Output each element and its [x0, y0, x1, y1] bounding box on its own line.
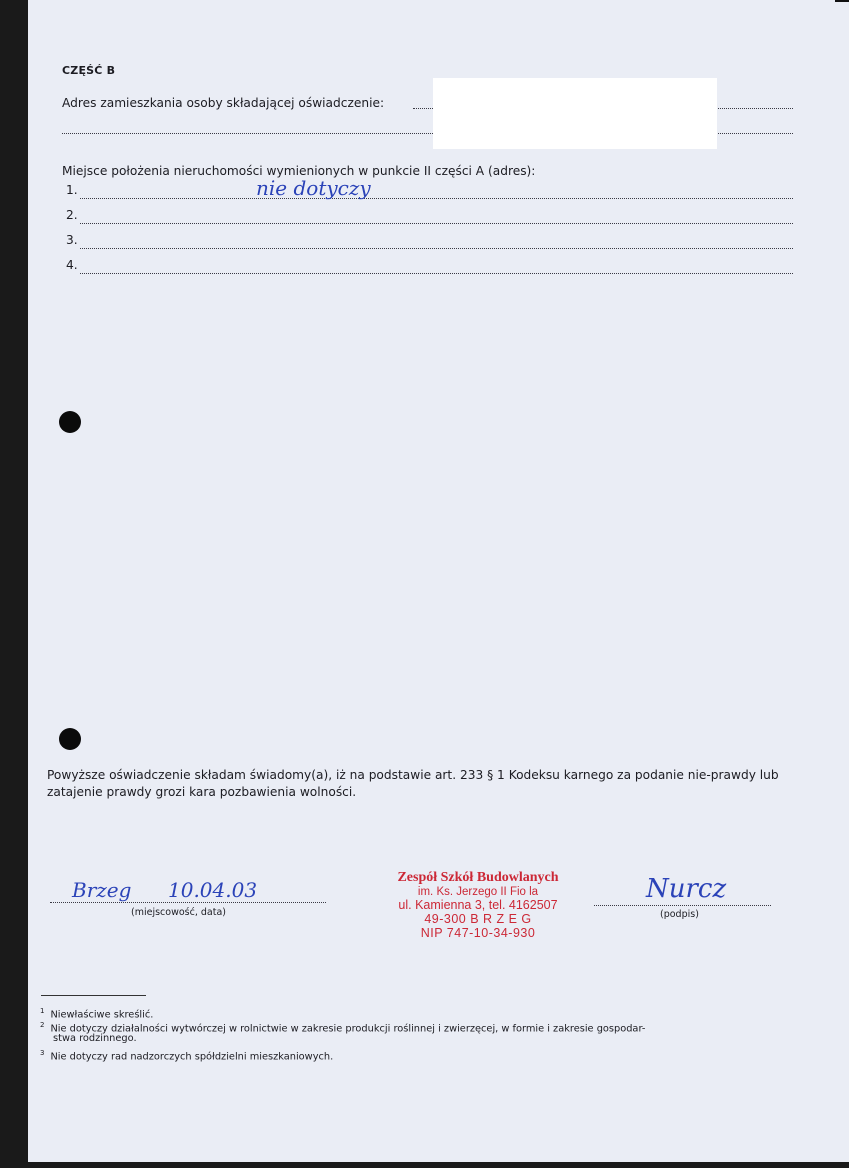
document-page — [28, 0, 849, 1162]
property-handwritten-1: nie dotyczy — [256, 176, 371, 200]
footnote-rule — [41, 995, 146, 996]
place-date-dotted-line — [50, 902, 326, 903]
property-line-number-3: 3. — [66, 233, 78, 247]
footnote-text-3: Nie dotyczy rad nadzorczych spółdzielni mieszkaniowych. — [50, 1051, 334, 1063]
property-dotted-line-4 — [80, 273, 793, 274]
stamp-line-1: Zespół Szkół Budowlanych — [397, 870, 559, 885]
footnote-3 — [40, 1047, 800, 1063]
legal-statement: Powyższe oświadczenie składam świadomy(a), iż na podstawie art. 233 § 1 Kodeksu karnego za podanie nie-prawdy lub zatajenie prawdy grozi kara pozbawienia wolności. — [47, 768, 779, 799]
property-dotted-line-3 — [80, 248, 793, 249]
handwritten-signature: Nurcz — [646, 874, 727, 904]
place-date-caption: (miejscowość, data) — [131, 907, 226, 918]
property-line-number-1: 1. — [66, 183, 78, 197]
stamp-line-3: ul. Kamienna 3, tel. 4162507 — [398, 898, 558, 912]
stamp-line-5: NIP 747-10-34-930 — [420, 926, 536, 940]
signature-dotted-line — [594, 905, 771, 906]
footnote-mark-3: 3 — [40, 1049, 45, 1057]
punch-hole-top — [59, 411, 81, 433]
scan-corner-mark — [835, 0, 849, 2]
handwritten-place: Brzeg — [72, 878, 132, 902]
school-stamp — [358, 870, 598, 940]
handwritten-date: 10.04.03 — [168, 878, 258, 902]
signature-caption: (podpis) — [660, 909, 699, 920]
punch-hole-bottom — [59, 728, 81, 750]
property-label: Miejsce położenia nieruchomości wymienionych w punkcie II części A (adres): — [62, 164, 536, 178]
property-dotted-line-2 — [80, 223, 793, 224]
property-line-number-2: 2. — [66, 208, 78, 222]
part-title: CZĘŚĆ B — [62, 64, 116, 77]
footnote-text-2: Nie dotyczy działalności wytwórczej w rolnictwie w zakresie produkcji roślinnej i zwierzęcej, w formie i zakresie gospodar- — [50, 1023, 646, 1035]
stamp-line-4: 49-300 B R Z E G — [424, 912, 532, 926]
redaction-box — [433, 78, 717, 149]
address-label: Adres zamieszkania osoby składającej oświadczenie: — [62, 96, 385, 110]
footnote-text-1: Niewłaściwe skreślić. — [50, 1009, 154, 1021]
footnote-mark-1: 1 — [40, 1007, 45, 1015]
footnote-2-continuation: stwa rodzinnego. — [53, 1033, 137, 1044]
property-line-number-4: 4. — [66, 258, 78, 272]
footnote-mark-2: 2 — [40, 1021, 45, 1029]
stamp-line-2: im. Ks. Jerzego II Fio la — [417, 886, 539, 898]
property-dotted-line-1 — [80, 198, 793, 199]
